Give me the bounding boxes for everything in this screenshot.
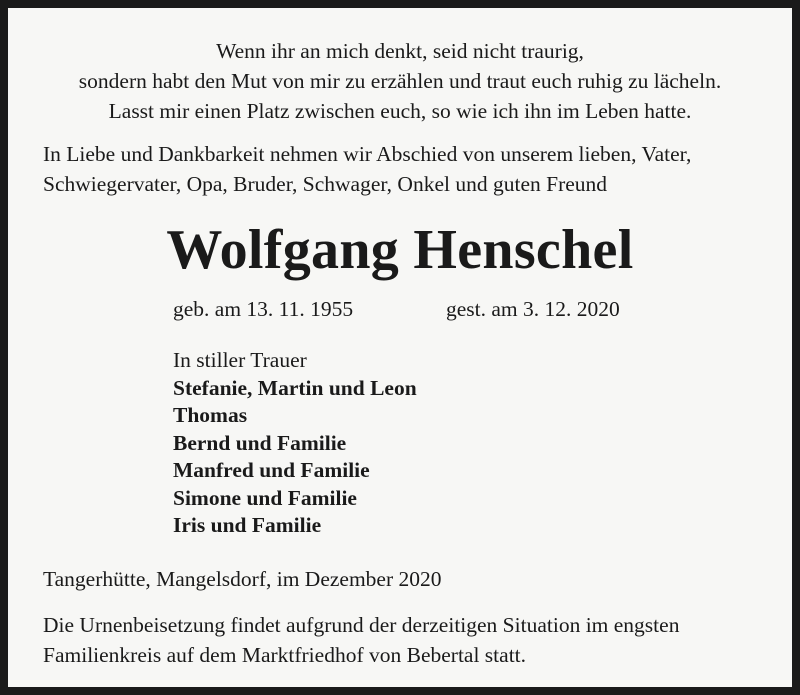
- poem-line: sondern habt den Mut von mir zu erzählen und traut euch ruhig zu lächeln.: [78, 69, 722, 93]
- intro-text: [43, 139, 762, 199]
- death-date: gest. am 3. 12. 2020: [446, 297, 620, 321]
- mourner-name: Bernd und Familie: [173, 430, 347, 455]
- mourner-name: Manfred und Familie: [173, 458, 370, 482]
- deceased-name: Wolfgang Henschel: [166, 219, 634, 281]
- mourners-list: [173, 347, 417, 540]
- place-and-date: Tangerhütte, Mangelsdorf, im Dezember 2020: [43, 567, 442, 591]
- poem-line: Wenn ihr an mich denkt, seid nicht traurig,: [216, 39, 584, 63]
- poem: [8, 36, 792, 126]
- mourner-name: Simone und Familie: [173, 485, 357, 510]
- mourner-name: Thomas: [173, 403, 248, 427]
- notice-line: Familienkreis auf dem Marktfriedhof von Bebertal statt.: [43, 643, 527, 667]
- mourner-name: Iris und Familie: [173, 513, 322, 537]
- poem-line: Lasst mir einen Platz zwischen euch, so wie ich ihn im Leben hatte.: [108, 99, 692, 123]
- birth-date: geb. am 13. 11. 1955: [173, 297, 354, 321]
- mourners-heading: In stiller Trauer: [173, 348, 307, 372]
- burial-notice: [43, 610, 679, 670]
- intro-line: In Liebe und Dankbarkeit nehmen wir Abschied von unserem lieben, Vater,: [43, 142, 692, 166]
- notice-line: Die Urnenbeisetzung findet aufgrund der derzeitigen Situation im engsten: [43, 613, 680, 637]
- mourner-name: Stefanie, Martin und Leon: [173, 375, 417, 400]
- intro-line: Schwiegervater, Opa, Bruder, Schwager, Onkel und guten Freund: [43, 172, 608, 196]
